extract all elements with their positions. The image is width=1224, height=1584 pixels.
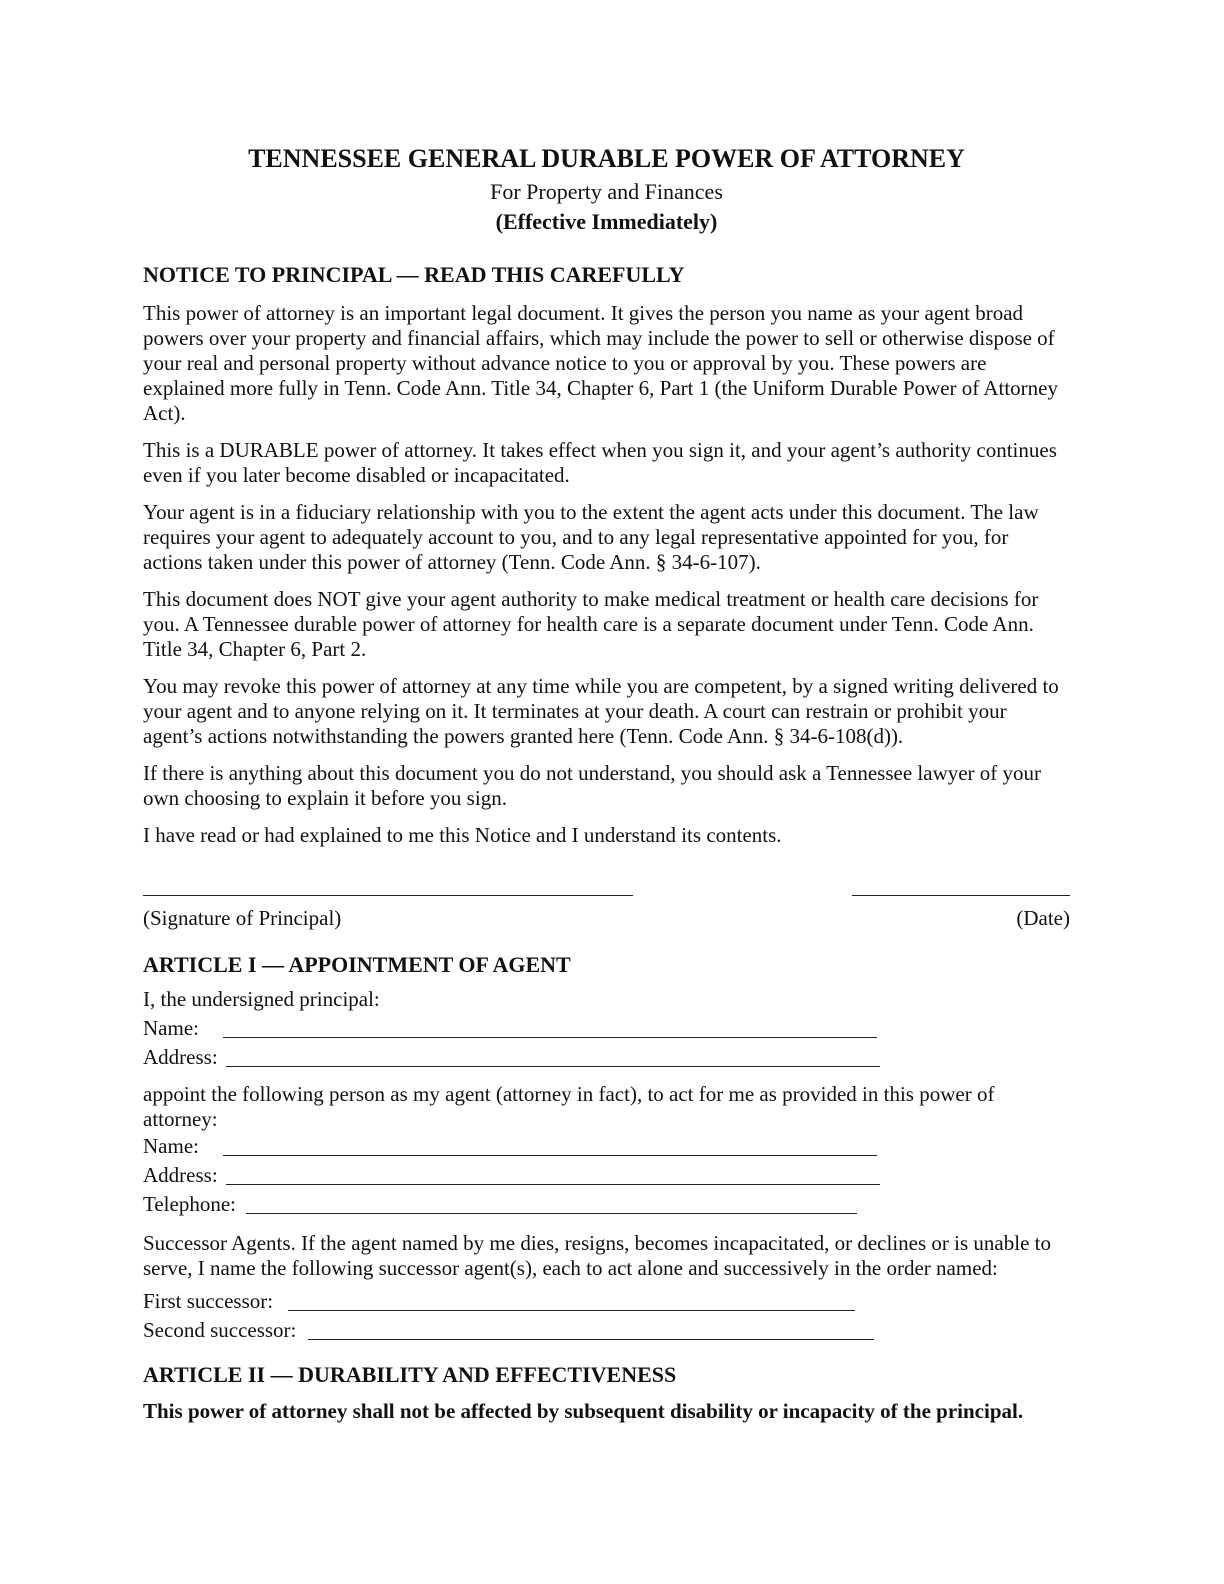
principal-address-label: Address: bbox=[143, 1045, 218, 1069]
second-successor-label: Second successor: bbox=[143, 1318, 297, 1342]
successor-text: Successor Agents. If the agent named by me dies, resigns, becomes incapacitated, or declines or is unable to serve, I name the following successor agent(s), each to act alone and successively in the order named: bbox=[143, 1231, 1051, 1280]
principal-address-line[interactable] bbox=[226, 1066, 880, 1067]
principal-name-field bbox=[143, 1014, 1070, 1043]
date-line[interactable] bbox=[852, 894, 1070, 896]
principal-address-field bbox=[143, 1043, 1070, 1072]
durability-statement: This power of attorney shall not be affected by subsequent disability or incapacity of the principal. bbox=[143, 1399, 1024, 1423]
notice-paragraph: This document does NOT give your agent authority to make medical treatment or health care decisions for you. A Tennessee durable power of attorney for health care is a separate document under Tenn. Code Ann. Title 34, Chapter 6, Part 2. bbox=[143, 587, 1039, 661]
article-2-heading: ARTICLE II — DURABILITY AND EFFECTIVENESS bbox=[143, 1362, 677, 1387]
document-subtitle: For Property and Finances bbox=[490, 179, 723, 204]
notice-paragraph: You may revoke this power of attorney at any time while you are competent, by a signed writing delivered to your agent and to anyone relying on it. It terminates at your death. A court can restrain or prohibit your agent’s actions notwithstanding the powers granted here (Tenn. Code Ann. § 34-6-108(d)). bbox=[143, 674, 1059, 748]
document-page bbox=[143, 142, 1070, 1424]
agent-address-field bbox=[143, 1161, 1070, 1190]
signature-row bbox=[143, 870, 1070, 896]
second-successor-field bbox=[143, 1316, 1070, 1345]
agent-address-line[interactable] bbox=[226, 1184, 880, 1185]
first-successor-line[interactable] bbox=[288, 1310, 855, 1311]
first-successor-label: First successor: bbox=[143, 1289, 274, 1313]
second-successor-line[interactable] bbox=[308, 1339, 874, 1340]
agent-name-label: Name: bbox=[143, 1134, 199, 1158]
appoint-text: appoint the following person as my agent (attorney in fact), to act for me as provided in this power of attorney: bbox=[143, 1082, 995, 1131]
notice-paragraph: If there is anything about this document you do not understand, you should ask a Tennessee lawyer of your own choosing to explain it before you sign. bbox=[143, 761, 1042, 810]
agent-telephone-field bbox=[143, 1190, 1070, 1219]
notice-paragraph: This is a DURABLE power of attorney. It takes effect when you sign it, and your agent’s authority continues even if you later become disabled or incapacitated. bbox=[143, 438, 1057, 487]
agent-name-field bbox=[143, 1132, 1070, 1161]
agent-telephone-line[interactable] bbox=[246, 1213, 857, 1214]
notice-heading: NOTICE TO PRINCIPAL — READ THIS CAREFULLY bbox=[143, 262, 685, 287]
principal-signature-line[interactable] bbox=[143, 894, 633, 896]
notice-paragraph: This power of attorney is an important legal document. It gives the person you name as your agent broad powers over your property and financial affairs, which may include the power to sell or otherwise dispose of your real and personal property without advance notice to you or approval by you. These powers are explained more fully in Tenn. Code Ann. Title 34, Chapter 6, Part 1 (the Uniform Durable Power of Attorney Act). bbox=[143, 301, 1058, 425]
agent-address-label: Address: bbox=[143, 1163, 218, 1187]
document-title: TENNESSEE GENERAL DURABLE POWER OF ATTORNEY bbox=[248, 144, 965, 173]
date-label: (Date) bbox=[1016, 906, 1070, 930]
effective-note: (Effective Immediately) bbox=[495, 209, 718, 234]
principal-intro: I, the undersigned principal: bbox=[143, 987, 380, 1011]
first-successor-field bbox=[143, 1287, 1070, 1316]
notice-paragraph: Your agent is in a fiduciary relationship with you to the extent the agent acts under this document. The law requires your agent to adequately account to you, and to any legal representative appointed for you, for actions taken under this power of attorney (Tenn. Code Ann. § 34-6-107). bbox=[143, 500, 1039, 574]
signature-label: (Signature of Principal) bbox=[143, 906, 342, 930]
agent-name-line[interactable] bbox=[223, 1155, 877, 1156]
article-1-heading: ARTICLE I — APPOINTMENT OF AGENT bbox=[143, 952, 571, 977]
principal-name-line[interactable] bbox=[223, 1037, 877, 1038]
agent-telephone-label: Telephone: bbox=[143, 1192, 236, 1216]
principal-name-label: Name: bbox=[143, 1016, 199, 1040]
signature-labels bbox=[143, 906, 1070, 931]
acknowledgement-text: I have read or had explained to me this Notice and I understand its contents. bbox=[143, 823, 782, 847]
